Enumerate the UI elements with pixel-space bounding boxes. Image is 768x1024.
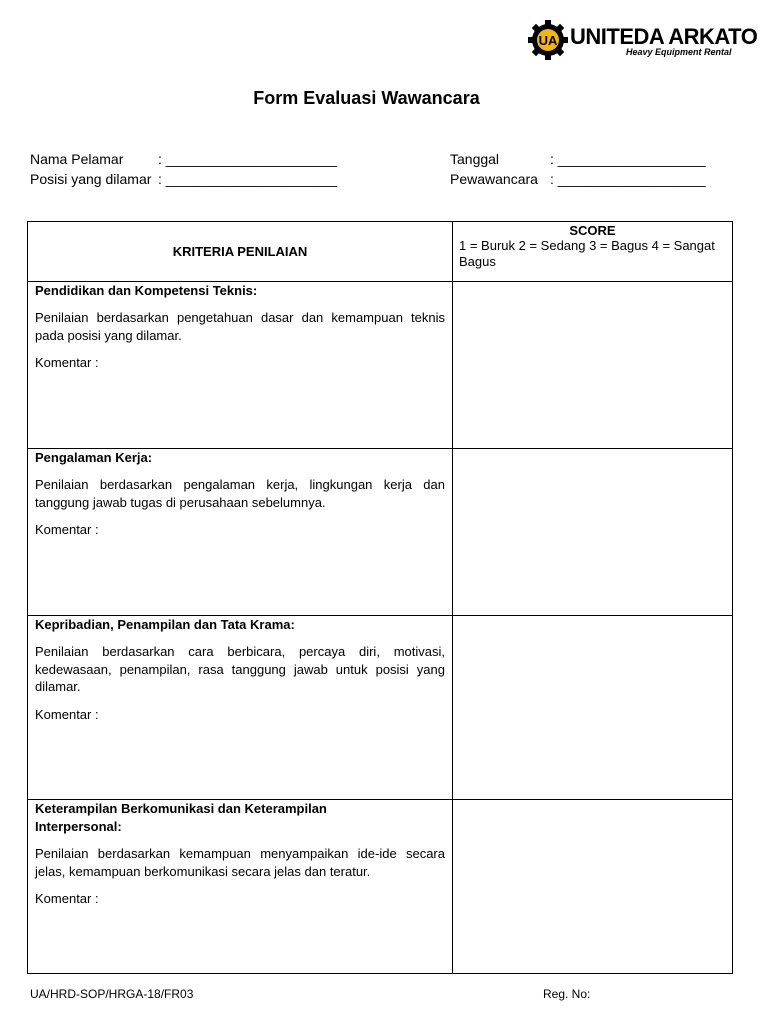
gear-icon <box>528 20 568 60</box>
table-row <box>28 616 733 800</box>
criteria-description: Penilaian berdasarkan pengetahuan dasar dan kemampuan teknis pada posisi yang dilamar. <box>35 310 445 343</box>
score-cell[interactable] <box>453 800 733 974</box>
table-header-row <box>28 222 733 282</box>
field-blank[interactable]: : ___________________ <box>550 171 706 187</box>
score-legend: 1 = Buruk 2 = Sedang 3 = Bagus 4 = Sangat Bagus <box>459 238 715 269</box>
criteria-title: Kepribadian, Penampilan dan Tata Krama: <box>35 617 295 632</box>
logo-mark: UA <box>538 33 558 48</box>
criteria-description: Penilaian berdasarkan cara berbicara, percaya diri, motivasi, kedewasaan, penampilan, rasa tanggung jawab untuk posisi yang dilamar. <box>35 644 445 694</box>
criteria-description: Penilaian berdasarkan kemampuan menyampaikan ide-ide secara jelas, kemampuan berkomunikasi secara jelas dan teratur. <box>35 846 445 879</box>
registration-number: Reg. No: <box>543 987 591 1001</box>
logo-name: UNITEDA ARKATO <box>570 24 758 49</box>
comment-label: Komentar : <box>35 706 99 722</box>
header-criteria: KRITERIA PENILAIAN <box>28 222 453 282</box>
score-cell[interactable] <box>453 449 733 616</box>
field-blank[interactable]: : ______________________ <box>158 151 338 167</box>
header-score <box>453 222 733 282</box>
field-label: Posisi yang dilamar <box>30 171 152 187</box>
field-label: Pewawancara <box>450 171 538 187</box>
field-label: Nama Pelamar <box>30 151 124 167</box>
field-pewawancara[interactable] <box>450 171 706 187</box>
criteria-title: Pendidikan dan Kompetensi Teknis: <box>35 283 258 298</box>
field-blank[interactable]: : ___________________ <box>550 151 706 167</box>
score-cell[interactable] <box>453 616 733 800</box>
criteria-cell <box>28 616 453 800</box>
criteria-title: Pengalaman Kerja: <box>35 450 153 465</box>
score-title: SCORE <box>569 223 616 238</box>
criteria-title: Keterampilan Berkomunikasi dan Keterampilan Interpersonal: <box>35 801 327 834</box>
field-label: Tanggal <box>450 151 500 167</box>
logo-tagline: Heavy Equipment Rental <box>626 47 732 57</box>
comment-label: Komentar : <box>35 355 99 370</box>
evaluation-table <box>27 221 733 974</box>
table-row <box>28 282 733 449</box>
criteria-cell <box>28 449 453 616</box>
comment-label: Komentar : <box>35 891 99 906</box>
field-posisi[interactable] <box>30 171 338 187</box>
score-cell[interactable] <box>453 282 733 449</box>
document-code: UA/HRD-SOP/HRGA-18/FR03 <box>30 987 194 1001</box>
criteria-cell <box>28 800 453 974</box>
criteria-cell <box>28 282 453 449</box>
table-row <box>28 449 733 616</box>
field-nama-pelamar[interactable] <box>30 151 338 167</box>
page-title: Form Evaluasi Wawancara <box>253 88 480 108</box>
comment-label: Komentar : <box>35 522 99 537</box>
field-tanggal[interactable] <box>450 151 706 167</box>
criteria-description: Penilaian berdasarkan pengalaman kerja, lingkungan kerja dan tanggung jawab tugas di perusahaan sebelumnya. <box>35 477 445 510</box>
company-logo <box>528 20 758 62</box>
table-row <box>28 800 733 974</box>
field-blank[interactable]: : ______________________ <box>158 171 338 187</box>
